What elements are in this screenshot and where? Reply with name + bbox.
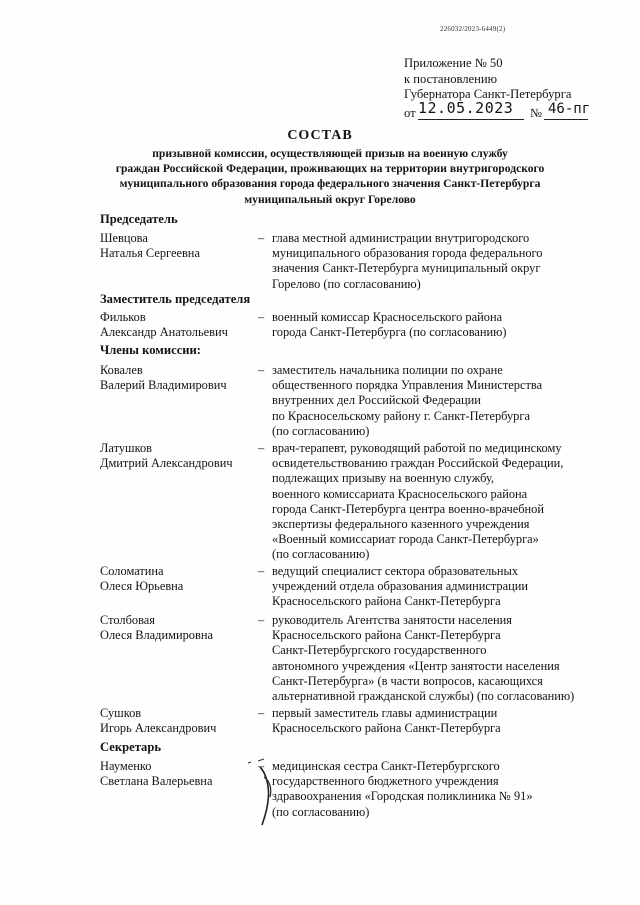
role-line: значения Санкт-Петербурга муниципальный округ: [272, 261, 541, 276]
date-prefix: от: [404, 105, 416, 120]
document-subtitle: [70, 146, 590, 207]
surname: Шевцова: [100, 231, 148, 245]
role-line: военного комиссариата Красносельского района: [272, 486, 528, 501]
dash: –: [258, 759, 265, 773]
member-name: [100, 363, 260, 393]
appendix-line-2: к постановлению: [404, 71, 498, 86]
document-title: СОСТАВ: [287, 128, 353, 143]
dash: –: [258, 310, 265, 324]
signature-mark: [218, 757, 278, 827]
number-prefix: №: [530, 105, 543, 120]
appendix-block: [404, 56, 634, 121]
member-name: [100, 310, 260, 340]
role-line: Санкт-Петербурга» (в части вопросов, касающихся: [272, 673, 543, 688]
role-line: (по согласованию): [272, 423, 370, 438]
role-line: ведущий специалист сектора образовательных: [272, 564, 519, 578]
given-names: Олеся Владимировна: [100, 628, 213, 643]
surname: Ковалев: [100, 363, 143, 377]
role-line: заместитель начальника полиции по охране: [272, 363, 503, 377]
document-number: 226032/2023-6449(2): [440, 25, 506, 33]
given-names: Игорь Александрович: [100, 721, 217, 736]
member-name: [100, 613, 260, 643]
given-names: Александр Анатольевич: [100, 325, 228, 340]
member-role: [272, 613, 632, 704]
role-line: муниципального образования города федерального: [272, 246, 543, 261]
subtitle-line-1: призывной комиссии, осуществляющей призыв на военную службу: [152, 147, 508, 160]
surname: Науменко: [100, 759, 152, 773]
role-line: общественного порядка Управления Министерства: [272, 378, 543, 393]
section-chair: Председатель: [100, 212, 178, 226]
role-line: учреждений отдела образования администрации: [272, 579, 528, 594]
role-line: здравоохранения «Городская поликлиника № 91»: [272, 789, 533, 804]
role-line: экспертизы федерального казенного учреждения: [272, 517, 530, 532]
subtitle-line-2: граждан Российской Федерации, проживающих на территории внутригородского: [115, 162, 545, 176]
role-line: внутренних дел Российской Федерации: [272, 393, 481, 408]
member-name: [100, 441, 260, 471]
role-line: государственного бюджетного учреждения: [272, 774, 499, 789]
given-names: Светлана Валерьевна: [100, 774, 213, 789]
role-line: военный комиссар Красносельского района: [272, 310, 503, 324]
member-role: [272, 706, 632, 736]
role-line: (по согласованию): [272, 547, 370, 562]
dash: –: [258, 613, 265, 627]
role-line: глава местной администрации внутригородского: [272, 231, 530, 245]
dash: –: [258, 706, 265, 720]
section-secretary: Секретарь: [100, 740, 161, 754]
role-line: Санкт-Петербургского государственного: [272, 643, 487, 658]
section-members: Члены комиссии:: [100, 343, 202, 357]
member-role: [272, 310, 632, 340]
surname: Фильков: [100, 310, 146, 324]
date-underline: [418, 119, 524, 120]
role-line: врач-терапевт, руководящий работой по медицинскому: [272, 441, 562, 455]
dash: –: [258, 231, 265, 245]
role-line: (по согласованию): [272, 804, 370, 819]
given-names: Олеся Юрьевна: [100, 579, 184, 594]
given-names: Наталья Сергеевна: [100, 246, 200, 261]
member-role: [272, 564, 632, 610]
role-line: города Санкт-Петербурга (по согласованию): [272, 325, 507, 340]
member-role: [272, 441, 632, 563]
role-line: подлежащих призыву на военную службу,: [272, 471, 495, 486]
role-line: по Красносельскому району г. Санкт-Петербурга: [272, 408, 530, 423]
role-line: руководитель Агентства занятости населения: [272, 613, 513, 627]
dash: –: [258, 441, 265, 455]
member-name: [100, 564, 260, 594]
role-line: «Военный комиссариат города Санкт-Петербурга»: [272, 532, 539, 547]
role-line: Красносельского района Санкт-Петербурга: [272, 721, 501, 736]
surname: Сушков: [100, 706, 142, 720]
member-role: [272, 363, 632, 439]
member-name: [100, 706, 260, 736]
role-line: Красносельского района Санкт-Петербурга: [272, 628, 501, 643]
role-line: Красносельского района Санкт-Петербурга: [272, 594, 501, 609]
dash: –: [258, 564, 265, 578]
subtitle-line-4: муниципальный округ Горелово: [244, 192, 416, 206]
section-deputy: Заместитель председателя: [100, 292, 251, 306]
surname: Латушков: [100, 441, 153, 455]
role-line: альтернативной гражданской службы) (по согласованию): [272, 689, 575, 704]
member-role: [272, 759, 632, 820]
role-line: освидетельствованию граждан Российской Федерации,: [272, 456, 564, 471]
decree-date: 12.05.2023: [418, 98, 514, 117]
surname: Столбовая: [100, 613, 155, 627]
member-role: [272, 231, 632, 292]
subtitle-line-3: муниципального образования города федерального значения Санкт-Петербурга: [119, 177, 541, 191]
role-line: автономного учреждения «Центр занятости населения: [272, 658, 560, 673]
appendix-line-1: Приложение № 50: [404, 56, 503, 70]
decree-number: 46-пг: [548, 100, 591, 117]
role-line: медицинская сестра Санкт-Петербургского: [272, 759, 500, 773]
role-line: первый заместитель главы администрации: [272, 706, 498, 720]
role-line: Горелово (по согласованию): [272, 276, 421, 291]
dash: –: [258, 363, 265, 377]
appendix-date-line: [404, 98, 634, 121]
surname: Соломатина: [100, 564, 164, 578]
given-names: Валерий Владимирович: [100, 378, 227, 393]
role-line: города Санкт-Петербурга центра военно-врачебной: [272, 501, 545, 516]
given-names: Дмитрий Александрович: [100, 456, 233, 471]
member-name: [100, 231, 260, 261]
appendix-line-3: Губернатора Санкт-Петербурга: [404, 87, 572, 101]
number-underline: [544, 119, 588, 120]
